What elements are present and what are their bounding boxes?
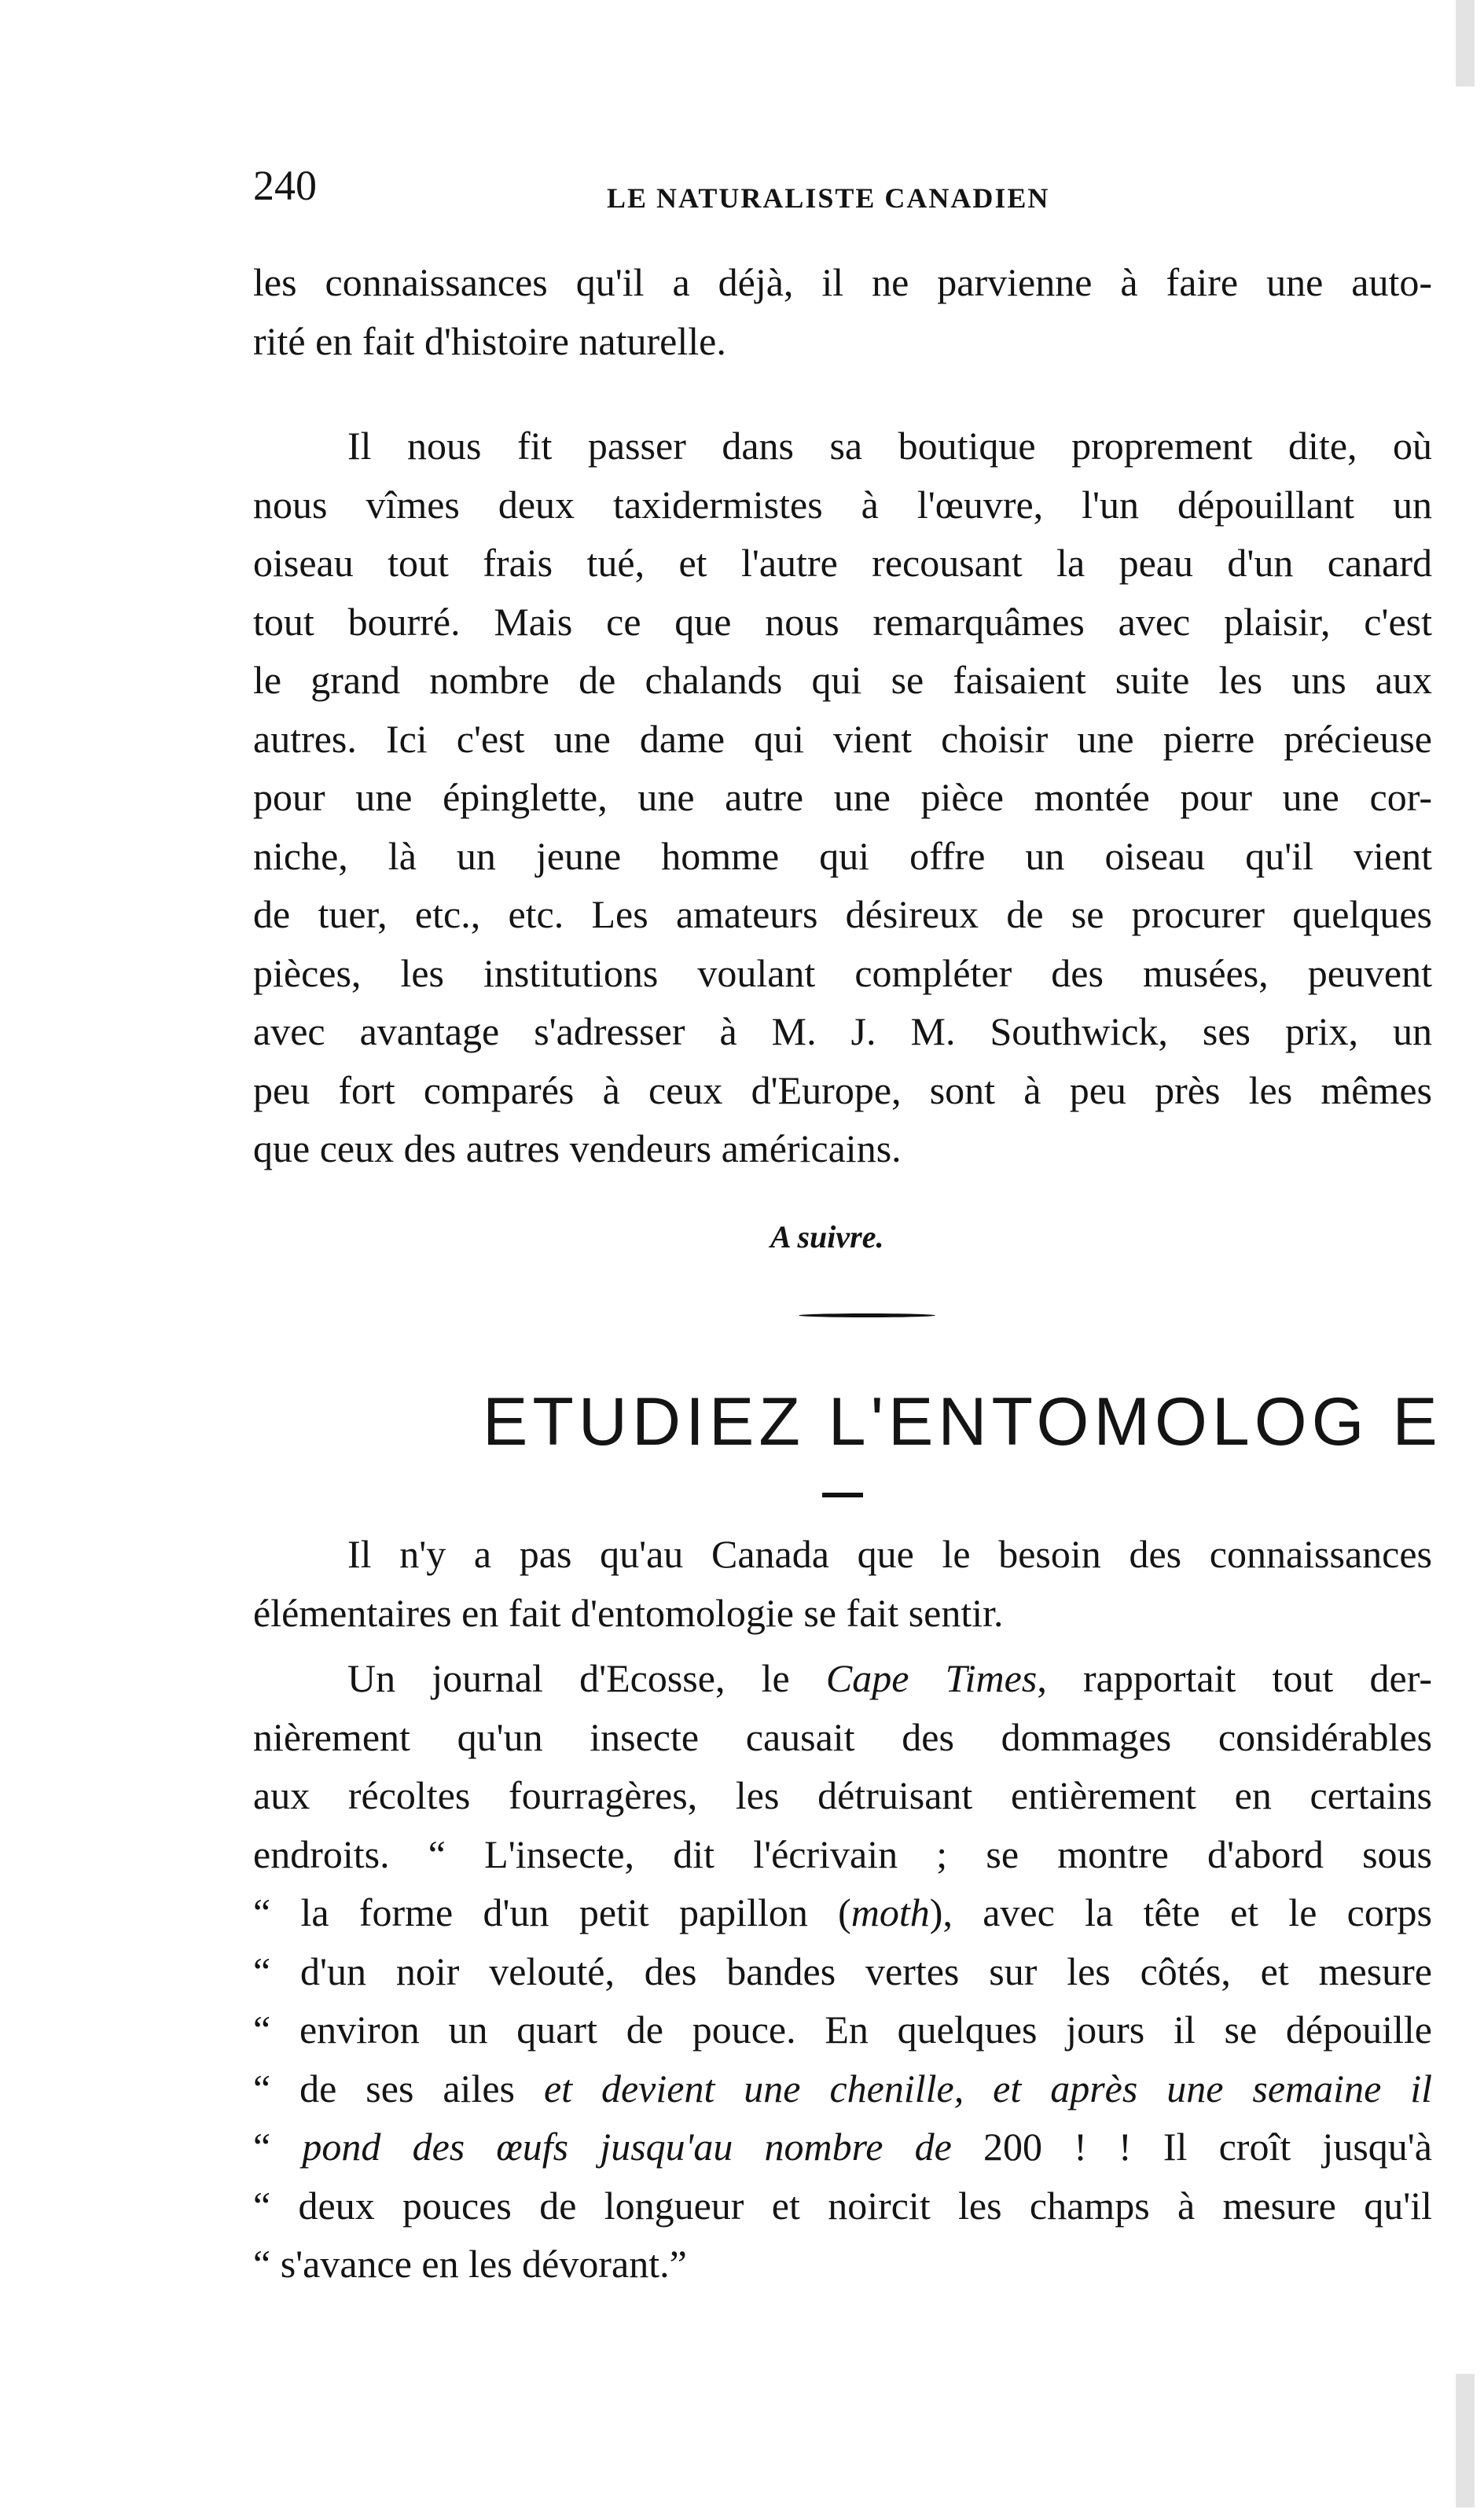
text-line: le grand nombre de chalands qui se faisaient suite les uns aux (253, 658, 1432, 702)
text-run: , rapportait tout der- (1037, 1656, 1432, 1700)
section-divider-ornament (799, 1313, 935, 1317)
scan-edge-mark (1456, 2374, 1475, 2507)
text-line (253, 1883, 1432, 1942)
text-line: avec avantage s'adresser à M. J. M. Southwick, ses prix, un (253, 1009, 1432, 1053)
quote-paragraph (253, 1649, 1432, 2294)
text-run: “ la forme d'un petit papillon ( (253, 1890, 851, 1934)
text-line: que ceux des autres vendeurs américains. (253, 1126, 902, 1170)
text-line: nous vîmes deux taxidermistes à l'œuvre, l'un dépouillant un (253, 482, 1432, 527)
to-be-continued: A suivre. (770, 1219, 884, 1254)
text-line: autres. Ici c'est une dame qui vient choisir une pierre précieuse (253, 716, 1432, 761)
text-line: oiseau tout frais tué, et l'autre recousant la peau d'un canard (253, 541, 1432, 585)
text-line: pièces, les institutions voulant compléter des musées, peuvent (253, 950, 1432, 995)
text-line: niche, là un jeune homme qui offre un oiseau qu'il vient (253, 833, 1432, 878)
scan-edge-mark (1456, 0, 1475, 86)
italic-run: et devient une chenille, et après une semaine il (543, 2066, 1432, 2110)
italic-term: moth (850, 1890, 930, 1934)
continued-paragraph (253, 253, 1432, 370)
text-line (253, 2118, 1432, 2177)
running-head: LE NATURALISTE CANADIEN (607, 182, 1050, 214)
text-line (253, 1649, 1432, 1708)
section-title: ETUDIEZ L'ENTOMOLOG E (483, 1384, 1442, 1460)
text-line: “ d'un noir velouté, des bandes vertes sur les côtés, et mesure (253, 1949, 1432, 1993)
text-line: Il n'y a pas qu'au Canada que le besoin des connaissances (347, 1532, 1432, 1576)
shop-paragraph (253, 417, 1432, 1178)
text-run: 200 ! ! Il croît jusqu'à (951, 2125, 1432, 2169)
text-line (253, 2059, 1432, 2118)
text-line: Il nous fit passer dans sa boutique proprement dite, où (347, 424, 1432, 468)
intro-paragraph (253, 1525, 1432, 1642)
text-line: les connaissances qu'il a déjà, il ne parvienne à faire une auto- (253, 260, 1432, 304)
text-line: peu fort comparés à ceux d'Europe, sont à peu près les mêmes (253, 1067, 1432, 1112)
text-line: endroits. “ L'insecte, dit l'écrivain ; se montre d'abord sous (253, 1831, 1432, 1876)
page-number: 240 (253, 162, 317, 209)
text-line: rité en fait d'histoire naturelle. (253, 318, 726, 363)
page-header (253, 161, 1133, 216)
text-line: “ environ un quart de pouce. En quelques jours il se dépouille (253, 2008, 1432, 2052)
text-line: élémentaires en fait d'entomologie se fait sentir. (253, 1590, 1004, 1635)
text-line: pour une épinglette, une autre une pièce montée pour une cor- (253, 775, 1432, 819)
text-run: “ (253, 2125, 303, 2169)
newspaper-name: Cape Times (825, 1656, 1038, 1700)
text-run: “ de ses ailes (253, 2066, 544, 2110)
text-line: aux récoltes fourragères, les détruisant entièrement en certains (253, 1773, 1432, 1817)
text-line: nièrement qu'un insecte causait des dommages considérables (253, 1714, 1432, 1759)
text-line: tout bourré. Mais ce que nous remarquâmes avec plaisir, c'est (253, 599, 1432, 644)
text-run: Un journal d'Ecosse, le (347, 1656, 826, 1700)
title-underline-rule (822, 1493, 863, 1497)
italic-run: pond des œufs jusqu'au nombre de (302, 2125, 952, 2169)
text-run: ), avec la tête et le corps (929, 1890, 1432, 1934)
text-line: “ deux pouces de longueur et noircit les champs à mesure qu'il (253, 2183, 1432, 2228)
text-line: “ s'avance en les dévorant.” (253, 2242, 687, 2286)
text-line: de tuer, etc., etc. Les amateurs désireux de se procurer quelques (253, 892, 1432, 936)
